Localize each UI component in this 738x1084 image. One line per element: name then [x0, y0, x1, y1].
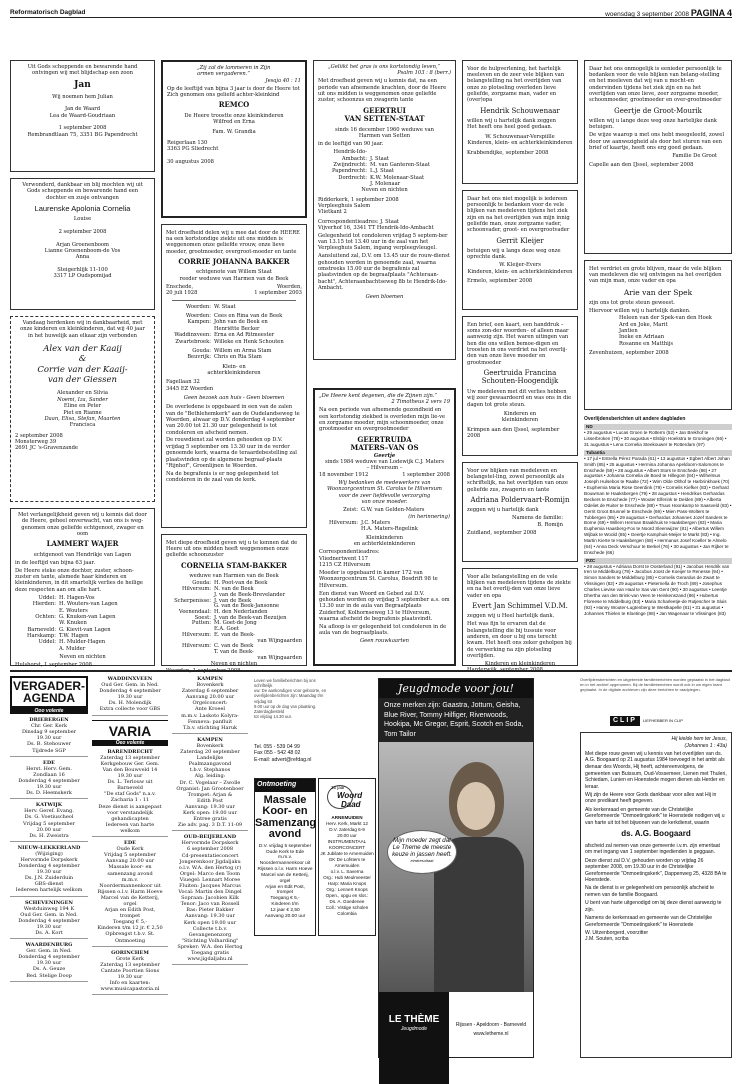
text-line: Orgel: Marco den Toom	[179, 870, 241, 877]
text-line: Bed. Stelige Doop	[26, 972, 72, 979]
text-line: uw: De aankondigen voor geboorte, en	[254, 688, 327, 694]
text-line: m.m.v.	[121, 876, 139, 883]
text-line: Zaterdag 6 september	[181, 688, 239, 695]
text-line: overlijdenberichten zijn: Maandag t/m vrijdag tot	[254, 693, 324, 704]
text-line: Landelijke	[196, 755, 224, 762]
text-line: Herst. Herv. Gem.	[26, 765, 72, 772]
text-line: OUD-BEIJERLAND	[183, 834, 237, 841]
text-line: Kerkgebouw Ger. Gem.	[100, 760, 160, 767]
text-line: 19.30 uur	[117, 773, 143, 780]
text-line: Open., opgu en slot.:	[325, 892, 369, 898]
text-line: Aanvang: 19.30 uur	[184, 803, 236, 810]
page-date: woensdag 3 september 2008 PAGINA 4	[605, 8, 732, 18]
ad-woord-en-daad	[318, 778, 376, 936]
text-line: Marcel van de Ketterij,	[261, 872, 309, 878]
text-line: Rijssen o.l.v. Harm Hoeve	[97, 888, 163, 895]
text-line: Oud Ger. Gem. in Ned.	[101, 682, 159, 689]
text-line: Oude Kerk te Ede	[265, 849, 305, 855]
text-line: 20.00 uur	[36, 826, 62, 833]
text-line: Entree gratis	[193, 816, 227, 823]
text-line: Aanvang 20.00 uur	[264, 913, 306, 919]
text-line: Donderdag 4 september	[18, 917, 80, 924]
death-ad-lammert-wajer: Met verlangelijkheid geven wij u kennis dat door de Heere, geheel onverwacht, van ons is weg- genomen onze geliefde echtgenoot, zwager en oom LAMMERT WAJER echtgenoot van Hendrikje van Lagen in de leeftijd van bijna 63 jaar. De Heere steke onze dochter, zuster, schoon-zuster en tante, alsmede haar kinderen en kleinkinderen, in dit smartelijk verlies de heilige deze respecten aan om alle hart. Uddel: H. Hagen-Vos Hierden: H. Wouters-van Lagen E. Wouters Ochten: G. Knuken-van Lagen W. Knuken Barneveld: G. Kievit-van Lagen Harskamp: T.W. Hagen Uddel: H. Mulder-Hagen A. Mulder Neven en nichten Hulshorst, 1 september 2008	[10, 508, 155, 666]
text-line: (Wijziging)	[35, 850, 63, 857]
death-ad-geertrui-van-setten: „Geliikt het gras is ons kortstondig leven,” Psalm 103 : 8 (berr.) Met droefheid geven wij u kennis dat, na een periode van afnemende krachten, door de Heere uit ons midden is weggenomen onze geliefde zuster, schoonzus en zwagerin tante GEERTRUI VAN SETTEN-STAAT sinds 16 december 1960 weduwe van Harmen van Setten in de leeftijd van 90 jaar. Hendrik-Ido- Ambacht: J. Staat Zwijndrecht: M. van Ganteren-Staat Papendrecht: L.J. Staat Dordrecht: K.W. Molenaar-Staat J. Molenaar Neven en nichten Ridderkerk, 1 september 2008 Verpleeghuis Salem Vlietkant 2 Correspondentieadres: J. Staat Vijverhof 16, 3341 TT Hendrik-Ido-Ambacht Gelegenheid tot condoleren vrijdag 5 septem-ber van 13.15 tot 13.40 uur in de zaal van het Verpleeghuis Salem, ingang verpleegvleugel. Aansluitend zal, D.V. om 13.45 uur de rouw-dienst gehouden worden in genoemde zaal, waarna omstreeks 15.00 uur de begrafenis zal plaatsvinden op de begraafplaats "Achteraan-bacht", Achteraanbachtseweg 8b te Hendrik-Ido-Ambacht. Geen bloemen	[313, 60, 456, 360]
text-line: Herv. Kerk, Markt 12	[326, 820, 368, 826]
text-line: Toegang € 5,-	[270, 896, 300, 902]
text-line: Arjan en Edith Post,	[104, 907, 156, 914]
text-line: Ds. H. Molendijk	[108, 700, 152, 707]
sidebar-title: Overlijdensberichten uit andere dagbladen	[584, 416, 686, 422]
text-line: Gevangenenzorg	[188, 931, 232, 938]
text-line: Donderdag 4 september	[18, 777, 80, 784]
text-line: Org.: Lennert Knops	[326, 886, 368, 892]
vergader-agenda: VERGADER-AGENDA Ooo volente DRIEBERGEN Chr. Ger. Kerk Dinsdag 9 september 19.30 uur Ds. B. Stehouwer Tijdrede SGP EDE Herst. Herv. Gem. Zondlaan 16 Donderdag 4 september 19.30 uur Ds. D. Heemskerk KATWIJK Herv. Geref. Evang. Ds. G. Voetiuscheol Vrijdag 5 september 20.00 uur Ds. H. Zweistra NIEUW-LEKKERLAND (Wijziging) Hervormde Dorpskerk Donderdag 4 september 19.30 uur Ds. J.N. Zuiderduin GBS-dienst Iedereen hartelijk welkom SCHEVENINGEN Westduinweg 194 K Oud Ger. Gem. in Ned. Donderdag 4 september 19.30 uur Ds. A. Kort WAARDENBURG Ger. Gem. in Ned. Donderdag 4 september 19.30 uur Ds. A. Geuze Bed. Stelige Doop	[10, 676, 88, 1062]
text-line: Hervormde Dorpskerk	[20, 856, 78, 863]
text-line: Herv. Geref. Evang.	[24, 808, 74, 815]
text-line: "Stichting Volharding"	[181, 937, 239, 944]
text-line: Spreker: W.A. den Hertog	[177, 943, 243, 950]
other-newspapers-obituary-list: Overlijdensberichten uit andere dagbladen ND • 29 augustus • Lucas Groen te Rotterm (52) • Jan Brekhof te Lisserbroken (78) • 30 augustus • Elsbijn Hoekstra te Groningen (66) • 31 augustus • Lena Cornelia Steekouwer te Rotterdam (97) Tubantia • 17 jul • Estrella Pérez Parada (61) • 13 augustus • Egbert Albert Johan Smith (85) • 25 augustus • Hermina Johanna Apeldoorn-Salomons te Enschede (59) • 28 augustus • Albert Stors te Enschede (86) • 27 augustus • Johanna Cornelia de Boed te Hillegom (84) • Wilhelmus Joseph Hulsebos te Raalte (72) • Wim Olde Olthof te Harbrinkhoek (70) • Euphemia Maria Rose Geerdink (79) • Cornelis Kiefker (83) • Gerhard Bouwman te Haaksbergen (79) • 28 augustus • Hendrikus Gerhardus Beckers te Enschede (77) • Wouter Elferink te Delden (89) • Alberta Odeliet de Ruiter te Enschede (88) • Truus Hoonkamp te Saasveld (83) • Gerrit Groot Brunnel te Enschede (69) • Mien Pass-Wolters te Tubbergen (85) • 29 augustus • Gerhardus Johannes Jozef Sanders te Borne (69) • Willem Herman Braakhuis te Haaksbergen (83) • Maria Euphemia Haasberg-Fox te Noord Sleenwijzer (81) • Albertus Willem Wijbak te Woold (85) • Geertje Kamphuis-Meijer te Markt (83) • Ing. Martin Kierte te Haaksbergen (68) • Hermanus Josef Koeller te Almelo (64) • Anna Deck Verschuur te Berkel (76) • 30 augustus • Jan Rijber te Enschede (66) PZC • 28 augustus • Adriana Dorst te Oosterland (91) • Jacobus Hendrik van Iren te Middelburg (79) • Jacobus Joost de Koeijer te Renesse (94) • Simon Sanders te Middelburg (85) • Cornelis Gerardus de Zwart te Vlissingen (82) • 29 augustus • Pieternella de Troch (89) • Josephus Charles Lievise van Haal te Sas van Gent (90) • 30 augustus • Leentje Dhertha van den Brink-van Veen te Heinkenszand (86) • Hubertus Floreese te Middelburg (83) • Maria Scharleetje-de Rutjescher te Sluis (92) • Hanny Wouter-Lugtenberg te Westkapelle (81) • 31 augustus • Johannes Thielen te Kloetinge (88) • Jan Wagenaar te Vlissingen (83)	[584, 416, 732, 616]
text-line: Barneveld	[117, 785, 143, 792]
ontmoeting-logo: Ontmoeting	[255, 779, 315, 792]
text-line: WADDINXVEEN	[107, 676, 153, 682]
text-line: KOORCONCERT	[328, 844, 366, 850]
agenda-entry	[10, 845, 88, 897]
agenda-entry	[172, 737, 248, 831]
text-line: Jongerenkoor Jigdaljaku	[179, 858, 241, 865]
text-line: KAMPEN	[197, 676, 223, 682]
text-line: Aanvang: 19.30 uur	[184, 913, 236, 920]
text-line: Aanvang 20.00 uur	[105, 858, 155, 865]
text-line: Iedereen van harte	[105, 821, 155, 828]
text-line: 19.30 uur	[36, 960, 62, 967]
text-line: Vrijdag 5 september	[104, 852, 156, 859]
text-line: E-mail: advert@refdag.nl	[254, 756, 312, 763]
text-line: ARNEMUIDEN	[331, 815, 363, 820]
text-line: Ds. A. Geuze	[32, 966, 66, 973]
text-line: 19.30 uur	[117, 694, 143, 701]
text-line: Sopraan: Jacobien Kilk	[181, 895, 239, 902]
speech-bubble: Mijn moeder zegt dat Le Theme de meeste keuze in jassen heeft. eindresultaat	[387, 830, 457, 874]
text-line: Hervormde Dorpskerk	[181, 840, 239, 847]
text-line: t.b.v. Stephanos	[189, 767, 231, 774]
text-line: Bovenkerk	[196, 682, 224, 689]
text-line: Kinderen t/m	[271, 902, 299, 908]
text-line: Opbrengst t.b.v. St.	[105, 931, 155, 938]
section-divider	[10, 670, 732, 672]
text-line: Bovenkerk	[196, 742, 224, 749]
text-line: 19.30 uur	[36, 869, 62, 876]
text-line: Ds. A. Kort	[35, 930, 63, 936]
text-line: www.jigdaljahu.nl	[187, 956, 233, 963]
text-line: Ante Kroeel	[194, 706, 226, 713]
text-line: Tel. 055 - 539 04 99	[254, 744, 300, 750]
text-line: EDE	[43, 759, 55, 766]
text-line: 12 jaar € 2,50	[270, 908, 300, 913]
text-line: Massale koor- en	[108, 864, 152, 871]
text-line: Bas: Pieter Bakker	[186, 907, 234, 914]
text-line: welkom	[120, 827, 140, 834]
text-line: KATWIJK	[35, 802, 63, 809]
text-line: Vocal: Martin den Dingel	[178, 889, 242, 896]
text-line: Ds. A. Goedenee	[329, 898, 365, 904]
le-theme-logo: LE THÈME Jeugdmode	[379, 992, 449, 1084]
text-line: tot vrijdag 14.30 uur.	[254, 713, 292, 719]
agenda-entry	[10, 900, 88, 940]
text-line: EDE	[124, 840, 136, 847]
text-line: Vrijdag 5 september	[23, 820, 75, 827]
page-header	[10, 8, 732, 18]
text-line: Org.: Hub Meulmeester	[323, 874, 371, 880]
text-line: Iedereen hartelijk welkom	[15, 887, 83, 894]
text-line: Deze dienst is aangepast	[98, 803, 162, 810]
agenda-entry	[10, 942, 88, 982]
text-line: Chr. Ger. Kerk	[30, 723, 68, 730]
text-line: Ds. D. Heemskerk	[26, 790, 72, 797]
agenda-entry	[92, 950, 168, 996]
text-line: Ds. B. Stehouwer	[26, 741, 72, 748]
text-line: Kerk open 19.00 uur	[183, 919, 237, 926]
text-line: D.V. zaterdag 6-9	[329, 826, 365, 832]
text-line: Kinderen t/m 12 jr. € 2,50	[97, 925, 163, 932]
text-line: BARENDRECHT	[107, 748, 153, 755]
text-line: Colombia	[337, 910, 357, 916]
text-line: Fenneva: panfluit	[187, 718, 233, 725]
text-line: 19.30 uur	[36, 735, 62, 742]
text-line: trompet	[276, 890, 294, 896]
text-line: Organist: Jan Grootenboer	[176, 785, 244, 792]
text-line: Viuegel: Lennart Moree	[179, 876, 241, 883]
text-line: Kerk open: 19.00 uur	[183, 809, 237, 816]
text-line: m.m.v.	[277, 855, 293, 861]
thanks-ad-geertje-de-groot: Daar het ons onmogelijk is eenieder persoonlijk te bedanken voor de vele blijken van belang-stelling en het meeleven dat wij van u mocht-en ondervinden tijdens het ziek zijn en na het overlijden van onze lieve, zeer zorgzame moeder, schoonmoeder, grootmoeder en over-grootmoeder Geertje de Groot-Mourik willen wij u lange deze weg onze hartelijke dank betuigen. De wijze waarop u met ons hebt meegeleefd, zowel door uw aanwezigheid als door het sturen van een brief of kaartje, heeft ons erg goed gedaan. Familie De Groot Capelle aan den IJssel, september 2008	[584, 60, 732, 254]
ad-photo-girl	[379, 742, 533, 992]
text-line: o.l.v. W.A. den Hertog (r)	[178, 864, 242, 871]
agenda-column-2: WADDINXVEEN Oud Ger. Gem. in Ned. Donderdag 4 september 19.30 uur Ds. H. Molendijk Extra collecte voor GBS VARIA Oeo volente BARENDRECHT Zaterdag 13 september Kerkgebouw Ger. Gem. Van den Bouwveld 14 19.30 uur Ds. L. Terlouw uit Barneveld "De staf Gods" n.a.v. Zacharia 1 : 11 Deze dienst is aangepast voor verstandelijk gehandicapten Iedereen van harte welkom EDE Oude Kerk Vrijdag 5 september Aanvang 20.00 uur Massale koor- en samenzang avond m.m.v. Noordermannenkoor uit Rijssen o.l.v. Harm Hoeve Marcel van de Ketterij, orgel Arjan en Edith Post, trompet Toegang € 5,- Kinderen t/m 12 jr. € 2,50 Opbrengst t.b.v. St. Ontmoeting GORINCHEM Grote Kerk Zaterdag 13 september Cantate Poortien Sions 19.30 uur Info en kaarten: www.musicapastoria.nl	[92, 676, 168, 1062]
text-line: Leven we familieberichten bij ons schriftelijk	[254, 678, 316, 689]
section-pzc: PZC	[584, 558, 732, 564]
death-ad-geertruida-maters: „De Heere kent degenen, die de Zijnen zijn.” 2 Timotheus 2 vers 19 Na een periode van afnemende gezondheid en een kortstondig ziekbed is overleden mijn lie-ve en zorgzame moeder, mijn schoonmoeder, onze grootmoeder en overgrootmoeder GEERTRUIDA MATERS–VAN OS Geertje sinds 1984 weduwe van Lodewijk C.J. Maters – Hilversum – 18 november 1912 1 september 2008 Wij bedanken de medewerkers van Woonzorgcentrum St. Carolus te Hilversum voor de zeer liefdevolle verzorging van onze moeder. Zeist: G.W. van Gelden-Maters (in herinnering) Hilversum: J.C. Maters H.A. Maters-Regelink Kleinkinderen en achterkleinkinderen Correspondentieadres: Vliednertwent 117 1215 CZ Hilversum Moeder is opgebaard in kamer 172 van Woonzorgcentrum St. Carolus, Bosdrift 98 te Hilversum. Een dienst van Woord en Gebed zal D.V. gehouden worden op vrijdag 5 september a.s. om 13.30 uur in de aula van Begraafplaats Zuiderhof, Kolhornseweg 13 te Hilversum, waarna afscheid de begrafenis plaatsvindt. Na afloop is er gelegenheid tot condoleren in de aula van de begraafplaats. Geen rouwkaarten	[313, 388, 456, 666]
text-line: T.b.v. stichting Haruk	[182, 724, 238, 731]
text-line: Zaterdag 13 september	[100, 961, 160, 968]
text-line: Zaterdag 13 september	[100, 754, 160, 761]
text-line: 19.30 uur	[36, 784, 62, 791]
text-line: Alg. leiding:	[194, 773, 226, 780]
text-line: Trompet: Arjan &	[187, 791, 233, 798]
agenda-entry	[10, 717, 88, 757]
text-line: Donderdag 4 september	[18, 954, 80, 961]
text-line: Ds. H. Zweistra	[29, 832, 69, 839]
text-line: Collecte t.b.v.	[192, 925, 228, 932]
text-line: GORINCHEM	[111, 949, 149, 956]
agenda-heading: VERGADER-AGENDA	[10, 676, 88, 708]
thanks-ad-arie-van-der-spek: Het verdriet en grote blijven, maar de vele blijken van medeleven die wij ontvingen na het overlijden van mijn man, onze vader en opa Arie van der Spek zijn ons tot grote steun geweest. Hiervoor willen wij u hartelijk danken. Heleen van der Spek-van den Hoek Ard en Joke, Marit Jantien Ineke en Adriaan Rosanne en Matthijs Zevenhuizen, september 2008	[584, 260, 732, 410]
text-line: Rijssen o.l.v. Harm Hoeve	[257, 867, 313, 873]
text-line: 9.00 uur op de dag van plaatsing. Zaterdagbesteld	[254, 703, 317, 714]
agenda-entry	[172, 676, 248, 734]
text-line: SCHEVENINGEN	[25, 899, 73, 906]
text-line: Donderdag 4 september	[18, 863, 80, 870]
family-notices-info	[254, 678, 332, 740]
text-line: Tijdrede SGP	[32, 747, 66, 754]
text-line: Fax 055 - 542 48 02	[254, 750, 301, 757]
advertising-contact	[254, 744, 332, 774]
newspaper-name: Reformatorisch Dagblad	[10, 9, 86, 16]
text-line: Cantate Poortien Sions	[100, 967, 160, 974]
clip-logo: CLIP LIEFHEBBER IN CLIP	[610, 714, 710, 728]
text-line: Toegang gratis	[191, 950, 229, 957]
varia-heading: VARIA	[92, 720, 168, 740]
text-line: NIEUW-LEKKERLAND	[17, 844, 81, 851]
text-line: D.V. vrijdag 5 september	[258, 843, 312, 849]
text-line: Ds. J.N. Zuiderduin	[24, 875, 74, 882]
text-line: Fluiten: Jacques Marcus	[179, 883, 241, 889]
ad-le-theme-jeugdmode: Jeugdmode voor jou! Onze merken zijn: Gaastra, Jottum, Geisha, Blue River, Tommy Hilfiger, Riverwoods, Hookipa, Mc Gregor, Esprit, Scotch en Soda, Tom Tailor Mijn moeder zegt dat Le Theme de meeste keuze in jassen heeft. eindresultaat LE THÈME Jeugdmode Rijssen - Apeldoorn - Barneveld www.letheme.nl	[378, 678, 534, 1058]
text-line: samenzang avond	[107, 870, 153, 877]
text-line: Van den Bouwveld 14	[102, 767, 158, 774]
text-line: o.l.v. L. Saverna	[330, 868, 364, 874]
text-line: Zacharia 1 : 11	[110, 797, 150, 804]
text-line: Cd-presentatieconcert	[181, 852, 239, 859]
text-line: KAMPEN	[197, 736, 223, 743]
text-line: Ds. G. Voetiuscheol	[24, 814, 74, 821]
text-line: Dinsdag 9 september	[21, 729, 77, 736]
family-notices-archive-note: Overlijdensberichten en uitgebreide familieberichten worden geplaatst in het dagblad en in het archief opgenomen. Bij de familieberichten wordt ook in uw eigen krant geplaatst. In de digitale archieven zijn deze berichten te raadplegen.	[580, 677, 730, 692]
text-line: m.m.v. Laskoto Kolyra-	[181, 712, 239, 719]
ad-ontmoeting-samenzang: Ontmoeting Massale Koor- en Samenzang avond D.V. vrijdag 5 september Oude Kerk te Ede m.m.v. Noordermannenkoor uit Rijssen o.l.v. Harm Hoeve Marcel van de Ketterij, orgel Arjan en Edit Post, trompet Toegang € 5,- Kinderen t/m 12 jaar € 2,50 Aanvang 20.00 uur	[254, 778, 316, 936]
text-line: INSTRUMENTAAL	[327, 838, 367, 844]
agenda-entry	[92, 749, 168, 837]
text-line: GBS-dienst	[34, 881, 64, 888]
text-line: Edith Post	[196, 797, 223, 804]
text-line: Arnemuiden	[334, 862, 360, 868]
text-line: Tenor: Jaco van Rossell	[180, 901, 240, 908]
death-ad-remco: „Zij zal de lammeren in Zijn armen vergaderen.” Jesaja 40 : 11 Op de leeftijd van bijna 3 jaar is door de Heere tot Zich genomen ons geliefd achter-kleinkind REMCO De Heere troostte onze kleinkinderen Wilfred en Erna Fam. W. Grandia Reigerlaan 130 3363 PG Sliedrecht 30 augustus 2008	[161, 60, 307, 218]
text-line: Orgelconcert:	[192, 700, 228, 707]
agenda-column-3	[172, 676, 248, 1062]
birth-ad-laurenske: Verwonderd, dankbaar en blij mochten wij uit Gods scheppende en bewarende hand een dochter en zusje ontvangen Laurenske Apolonia Cornelia Louise 2 september 2008 Arjan Groenenboom Lianne Groenenboom-de Vos Anna Steigerhlijk 11-100 3317 LP Oudspomijad	[10, 178, 155, 310]
text-line: www.musicapastoria.nl	[100, 986, 160, 993]
text-line: Ontmoeting	[114, 937, 146, 944]
text-line: trompet	[119, 913, 141, 920]
text-line: voor verstandelijk	[107, 809, 153, 816]
text-line: Westduinweg 194 K	[23, 905, 75, 912]
text-line: Marcel van de Ketterij,	[100, 894, 160, 901]
text-line: DRIEBERGEN	[29, 717, 69, 724]
thanks-ad-adriana-poldervaart: Voor uw blijken van medeleven en belangstel-ling, zowel persoonlijk als schriftelijk, na het overlijden van onze geliefde zus, zwagerin en tante Adriana Poldervaart-Romijn zeggen wij u hartelijk dank Namens de familie: B. Romijn Zuidland, september 2008	[462, 462, 578, 562]
text-line: Noordermannenkoor uit	[99, 882, 161, 889]
text-line: Toegang € 5,-	[112, 919, 148, 926]
text-line: 6 september 2008	[186, 846, 234, 853]
text-line: 20.00 uur	[337, 832, 357, 838]
farewell-ad-ds-boogaard: Hij kielde hem ter Jesus, (Johannes 1 : 43a) Met diepe rouw geven wij u kennis van het overlijden van ds. A.G. Boogaard op 21 augustus 1984 toevoegd in het ambt als dienaar des Woords, Hij heeft, achtereenvolgens, de gemeenten van Buissum, Oud-Vossemeer, Lienen met Thuleri, Schiedam, Lunien en Hoenstede mogen dienen als Herder en leraar. Wij zijn de Heere voor Gods dankbaar voor alles wat Hij in onze predikant heeft gegeven. Als kerkenraad en gemeente van de Christelijke Gereformeerde "Onmoetingskerk" te Hoenstede nodigen wij u van harte uit tot het bijwonen van de kerkdienst, waarin ds. A.G. Boogaard afscheid zal nemen van onze gemeente i.v.m. zijn emeritaat om met ingang van 1 september ingedienden is geggaan. Deze dienst zal D.V. gehouden worden op vrijdag 26 september 2008, om 19.30 uur in de Christelijke Gereformeerde "Onmoetingskerk", Dappenweg 25, 4328 BA te Hoenstede. Na de dienst is er gelegenheid om persoonlijk afscheid te nemen van de familie Boogaard. U bent van harte uitgenodigd om bij deze dienst aanwezig te zijn. Namens de kerkenraad en gemeente van de Christelijke Gereformeerde "Onmoetingskerk" te Hoenstede W. Uitzenborgerd, voorzitter J.M. Souten, scriba	[580, 732, 732, 1058]
text-line: Noordermannenkoor uit	[259, 861, 311, 867]
text-line: "De staf Gods" n.a.v.	[104, 791, 156, 798]
text-line: Harp: Maria Knops	[327, 880, 367, 886]
text-line: Extra collecte voor GBS	[99, 706, 161, 713]
text-line: JK Jubilate te Arnemuiden	[320, 850, 374, 856]
thanks-ad-hendrik-schouwenaar: Voor de hulpverlening, het hartelijk meeleven en de zeer vele blijken van belangstelling na het overlijden van onze zo plotseling overleden lieve geliefde, zorgzame man, vader en (over)opa Hendrik Schouwenaar willen wij u hartelijk dank zeggen Het heeft ons heel goed gedaan. W. Schouwenaar-Verspiille Kinderen, klein- en achterkleinkinderen Krabbendijke, september 2008	[462, 60, 578, 184]
text-line: Zondlaan 16	[33, 771, 65, 778]
text-line: Grote Kerk	[116, 955, 144, 962]
text-line: 19.30 uur	[117, 974, 143, 981]
woord-en-daad-logo: 35 jaar Woord Daad	[323, 783, 371, 811]
death-ad-cornelia-stam: Met diepe droefheid geven wij u te kennen dat de Heere uit ons midden heeft weggenomen onze geliefde schoonzuster CORNELIA STAM-BAKKER weduwe van Harmen van de Beek Gouda: H. Poot-van de Beek Hilversum: N. van de Beek J. van de Beek-Brevelander Scherpenisse: J. van de Beek G. van de Beek-Jansonne Veenendaal: H. den Nederlanden Soest: J. van de Beek-van Bezuijen Putten: M. Goet-de Jong E.A. Goet Hilversum: E. van de Beek- van Wijngaarden Hilversum: C. van de Beek T. van de Beek- van Wijngaarden Neven en nichten	[161, 534, 307, 666]
text-line: Coll.: Vistige scholen	[325, 904, 369, 910]
text-line: Zie adv. pag. 3 D.T. 11-09	[177, 822, 243, 829]
death-ad-corrie-bakker: Met droefheid delen wij u mee dat door de HEERE na een kortstondige ziekte uit ons midden is weggenomen onze geliefde vrouw, onze lieve moeder, grootmoeder, overgroot-moeder en tante CORRIE JOHANNA BAKKER echtgenote van Willem Staat reeder weduwe van Harmen van de Beek Enschede, Woerden, 20 juli 1928 1 september 2003 Woerden: W. Staat Woerden: Cees en Rina van de Beek Kampen: John van de Beek en Henriëtte Becker Waddinxveen: Erna en Ad Ritmeester Zwartebroek: Willeke en Henk Schouten Gouda: Willem en Arma Stam Beuvrijk: Chris en Ria Stam Klein- en achterkleinkinderen Fagellaan 32 3445 EZ Woerden Geen bezoek aan huis - Geen bloemen De overledene is opgebaard in een van de zalen van de "Bethlehemkerk" aan de Oudelandseweg te Woerden, alwaar op D.V. donderdag 4 september van 20.00 tot 21.30 uur gelegenheid is tot condoleren en afscheid nemen. De rouwdienst zal worden gehouden op D.V. vrijdag 5 september om 13.30 uur in de verder genoemde kerk, waarna de teraardebestelling zal plaatsvinden op de algemene begraaf-plaats "Rijnhof", Groenlijnen te Woerden. Na de begrafenis is er nog gelegenheid tot condoleren in de zaal van de kerk.	[161, 224, 307, 528]
text-line: gehandicapten	[111, 815, 149, 822]
birth-ad-jan: Uit Gods scheppende en bewarende hand ontvingen wij met blijdschap een zoon Jan Wij noemen hem Julian Jan de Waard Lea de Waard-Goudriaan 1 september 2008 Rembrandtlaan 75, 3351 BG Papendrecht	[10, 60, 155, 172]
text-line: Donderdag 4 september	[99, 688, 161, 695]
ad-headline: Jeugdmode voor jou!	[379, 679, 533, 698]
agenda-entry	[92, 676, 168, 716]
text-line: Aanvang 20.00 uur	[185, 694, 235, 701]
text-line: Zaterdag 20 september	[180, 749, 240, 756]
thanks-ad-geertruida-schouten: Een brief, een kaart, een handdruk –soms zon-der woorden– of alleen maar aanwezig zijn. Het waren uitingen van hen die ons willen bemoe-digen en troosten in ons verdriet na het overlij-den van onze lieve moeder en grootmoeder Geertruida Francina Schouten-Hoogendijk Uw medeleven met dit verlies hebben wij zeer gewaardeerd en was ons in die dagen tot grote steun. Kinderen en kleinkinderen Krimpen aan den IJssel, september 2008	[462, 316, 578, 456]
section-tubantia: Tubantia	[584, 450, 732, 456]
text-line: 19.30 uur	[36, 923, 62, 930]
text-line: Ger. Gem. in Ned.	[26, 948, 72, 955]
text-line: Info en kaarten:	[109, 980, 151, 987]
text-line: orgel	[279, 878, 291, 884]
text-line: Dr. C. Vogelaar – Zwolle	[179, 779, 241, 786]
text-line: Ds. L. Terlouw uit	[107, 779, 153, 786]
anniversary-ad-van-der-kaaij: Vandaag herdenken wij in dankbaarheid, met onze kinderen en kleinkinderen, dat wij 40 jaar in het huwelijk aan elkaar zijn verbonden Alex van der Kaaij & Corrie van der Kaaij- van der Giessen Alexander en Silvia Noemi, Iza, Sander Eline en Peter Piet en Rianne Daan, Elisa, Stefan, Maarten Francisca 2 september 2008 Monsterweg 39 2691 JC 's-Gravenzande	[10, 316, 155, 502]
agenda-entry	[10, 760, 88, 800]
text-line: Arjan en Edit Post,	[265, 884, 305, 890]
agenda-entry	[172, 834, 248, 965]
text-line: GK De Lofstem te	[328, 856, 366, 862]
section-nd: ND	[584, 424, 732, 430]
text-line: Oud Ger. Gem. in Ned.	[20, 911, 78, 918]
thanks-ad-evert-jan-schimmel: Voor alle belangstelling en de vele blijken van medeleven tijdens de ziekte en na het overlij-den van onze lieve vader en opa Evert Jan Schimmel V.D.M. zeggen wij u Heel hartelijk dank. Het was fijn te ervaren dat de belangstelling die bij tussuie voor anderen, en door u bij ons terecht kwam. Het heeft ons zeker geholpen bij de verwerking na zijn plotseling overlijden. Kinderen en kleinkinderen	[462, 568, 578, 666]
agenda-entry	[10, 802, 88, 842]
text-line: Psalmzangavond	[188, 761, 232, 768]
text-line: orgel	[123, 900, 137, 907]
thanks-ad-gerrit-kleijer: Daar het ons niet mogelijk is iedereen persoonlijk te bedanken voor de vele blijken van medeleven tijdens het ziek zijn en na het overlijden van mijn innig geliefde man, onze zorgzame vader, schoonvader, groot- en overgrootvader Gerrit Kleijer betuigen wij u langs deze weg onze oprechte dank. W. Kleijer-Evers Kinderen, klein- en achterkleinkinderen Ermelo, september 2008	[462, 190, 578, 310]
text-line: Oude Kerk	[116, 846, 144, 853]
text-line: WAARDENBURG	[25, 942, 73, 949]
agenda-entry	[92, 840, 168, 947]
